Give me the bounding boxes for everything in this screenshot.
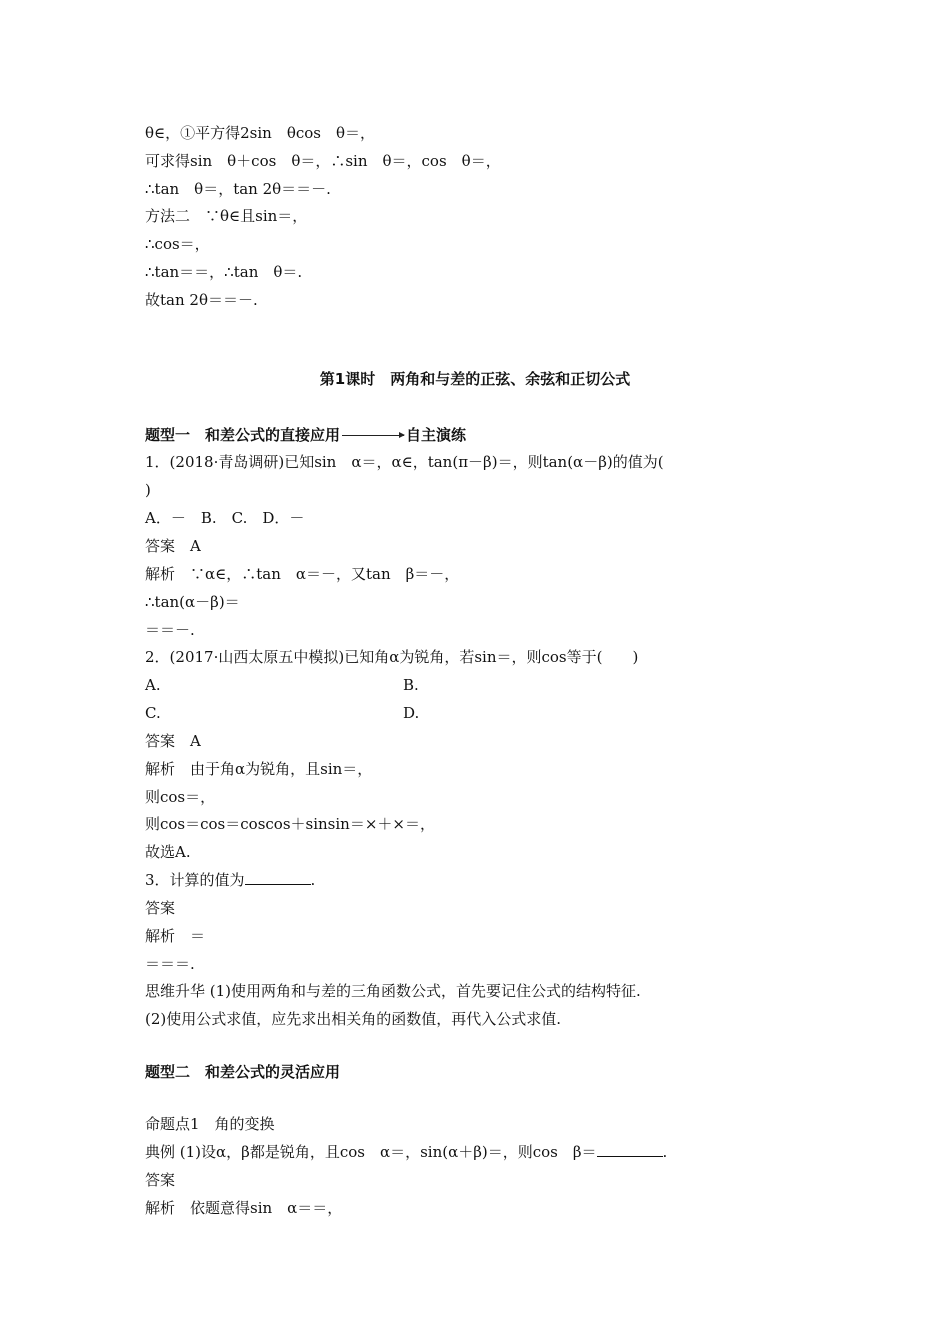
summary-line: 思维升华 (1)使用两角和与差的三角函数公式，首先要记住公式的结构特征. [145,982,641,1000]
question-1-stem-end: ) [145,481,151,499]
question-2-options-row2 [145,703,161,723]
section-heading-1 [145,424,466,445]
option-d: D. [403,704,420,722]
example-stem [145,1142,667,1162]
stem-text: . [310,871,316,889]
text-line: 方法二 ∵θ∈且sin＝， [145,207,308,225]
option-b: B. [403,676,419,694]
answer-line: 答案 A [145,732,201,750]
text-line: ∴tan＝＝，∴tan θ＝. [145,263,303,281]
stem-text: . [662,1143,668,1161]
analysis-line: 解析 由于角α为锐角，且sin＝， [145,760,373,778]
question-2-options-row1 [145,675,161,695]
section-heading-2: 题型二 和差公式的灵活应用 [145,1063,341,1081]
answer-line: 答案 [145,899,176,917]
text-line: ∴tan θ＝，tan 2θ＝＝－. [145,180,331,198]
analysis-line: 解析 ∵α∈，∴tan α＝－，又tan β＝－， [145,565,460,583]
summary-line: (2)使用公式求值，应先求出相关角的函数值，再代入公式求值. [145,1010,562,1028]
text-line: 故tan 2θ＝＝－. [145,291,258,309]
question-1-stem: 1．(2018·青岛调研)已知sin α＝，α∈，tan(π－β)＝，则tan(α－β)的值为( [145,453,664,471]
question-1-options: A．－ B. C. D．－ [145,509,305,527]
answer-line: 答案 A [145,537,201,555]
subpoint-title: 命题点1 角的变换 [145,1115,275,1133]
question-2-stem: 2．(2017·山西太原五中模拟)已知角α为锐角，若sin＝，则cos等于( ) [145,648,639,666]
text-line: ∴cos＝， [145,235,210,253]
question-3-stem [145,870,315,890]
text-line: ＝＝＝. [145,955,195,973]
answer-line: 答案 [145,1171,176,1189]
text-line: 故选A. [145,843,191,861]
text-line: 可求得sin θ＋cos θ＝，∴sin θ＝，cos θ＝， [145,152,501,170]
fill-blank [597,1142,663,1157]
arrow-right-icon [342,435,404,436]
text-line: θ∈，①平方得2sin θcos θ＝， [145,124,376,142]
text-line: 则cos＝cos＝coscos＋sinsin＝×＋×＝， [145,815,435,833]
option-c: C. [145,704,161,722]
text-line: 则cos＝， [145,788,216,806]
stem-text: 典例 (1)设α，β都是锐角，且cos α＝，sin(α＋β)＝，则cos β＝ [145,1143,597,1161]
text-line: ＝＝－. [145,621,195,639]
analysis-line: 解析 依题意得sin α＝＝， [145,1199,343,1217]
fill-blank [245,870,311,885]
stem-text: 3．计算的值为 [145,871,245,889]
section-title: 题型一 和差公式的直接应用 [145,426,341,444]
lesson-title: 第1课时 两角和与差的正弦、余弦和正切公式 [319,370,631,388]
section-tag: 自主演练 [406,426,467,444]
option-a: A. [145,676,161,694]
analysis-line: 解析 ＝ [145,927,206,945]
text-line: ∴tan(α－β)＝ [145,593,240,611]
